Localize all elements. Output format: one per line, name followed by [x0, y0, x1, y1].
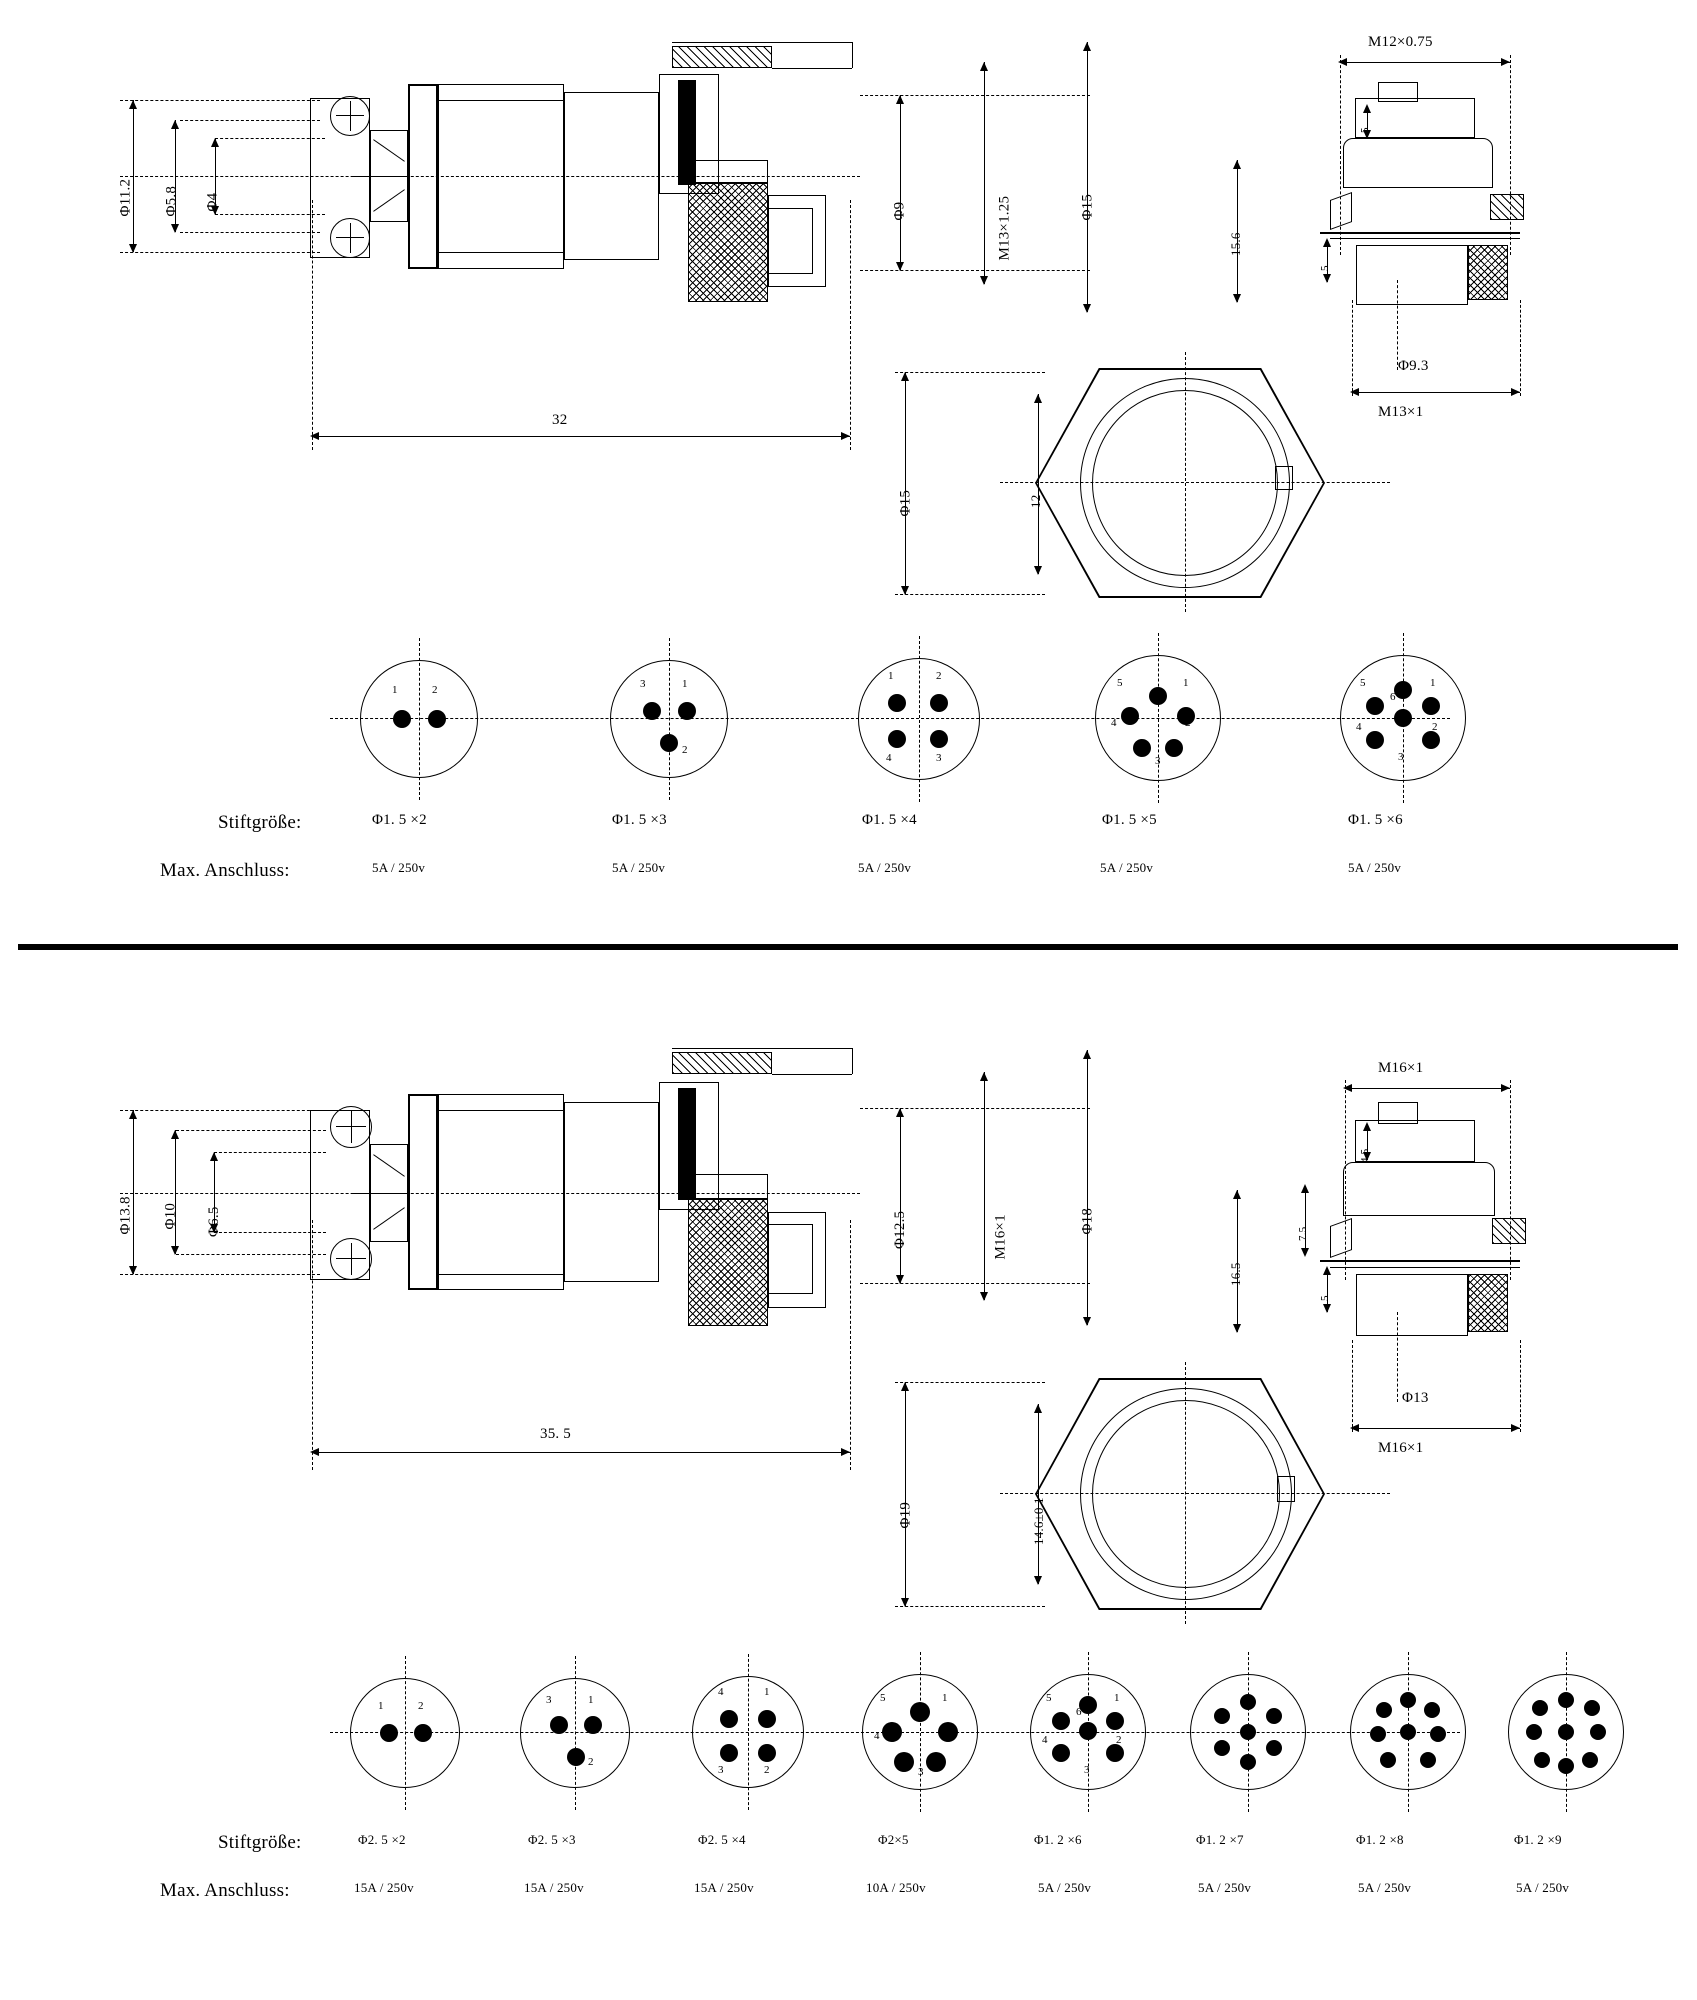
pin-number: 2	[682, 744, 688, 756]
label-max-anschluss: Max. Anschluss:	[160, 860, 290, 881]
pin-number: 2	[1185, 717, 1191, 729]
dim-5-top: 5	[1359, 127, 1371, 133]
dim-7-5: 7.5	[1297, 1226, 1309, 1241]
dim-16-5: 16.5	[1228, 1262, 1243, 1286]
pin-number: 1	[1114, 1692, 1120, 1704]
pin-size-6: Φ1. 5 ×6	[1348, 812, 1403, 828]
pin-number: 2	[418, 1700, 424, 1712]
pin-number: 2	[588, 1756, 594, 1768]
dim-m16x1-bottom: M16×1	[1378, 1440, 1424, 1456]
rating-7: 5A / 250v	[1198, 1880, 1252, 1895]
dim-5-bottom: 5	[1319, 265, 1331, 271]
pin-number: 4	[886, 752, 892, 764]
pin-size-7: Φ1. 2 ×7	[1196, 1832, 1244, 1847]
pin-number: 1	[682, 678, 688, 690]
dim-phi-9-3: Φ9.3	[1398, 358, 1429, 374]
pin-number: 1	[378, 1700, 384, 1712]
pin-number: 2	[936, 670, 942, 682]
dim-m13x1: M13×1	[1378, 404, 1424, 420]
pin-number: 3	[640, 678, 646, 690]
pin-number: 3	[1155, 755, 1161, 767]
pin-number: 3	[918, 1766, 924, 1778]
pin-number: 5	[1360, 677, 1366, 689]
dim-phi-4: Φ4	[204, 192, 221, 212]
pin-number: 2	[432, 684, 438, 696]
section-m16-drawing	[0, 960, 1697, 2000]
pin-number: 1	[764, 1686, 770, 1698]
pin-size-5b: Φ2×5	[878, 1832, 909, 1847]
dim-phi-15-front: Φ15	[897, 489, 914, 517]
rating-5: 5A / 250v	[1100, 860, 1154, 875]
dim-35-5: 35. 5	[540, 1426, 571, 1442]
dim-15-6: 15.6	[1228, 232, 1243, 256]
rating-3: 5A / 250v	[612, 860, 666, 875]
rating-6b: 5A / 250v	[1038, 1880, 1092, 1895]
pin-number: 1	[888, 670, 894, 682]
pin-number: 1	[588, 1694, 594, 1706]
pin-number: 2	[1432, 721, 1438, 733]
rating-9: 5A / 250v	[1516, 1880, 1570, 1895]
dim-phi-13: Φ13	[1402, 1390, 1429, 1406]
pin-size-3b: Φ2. 5 ×3	[528, 1832, 576, 1847]
pin-number: 1	[392, 684, 398, 696]
dim-phi-9: Φ9	[891, 201, 908, 221]
pin-size-8: Φ1. 2 ×8	[1356, 1832, 1404, 1847]
dim-m12x075: M12×0.75	[1368, 34, 1433, 50]
pin-number: 4	[1356, 721, 1362, 733]
rating-4: 5A / 250v	[858, 860, 912, 875]
pin-size-6b: Φ1. 2 ×6	[1034, 1832, 1082, 1847]
pin-number: 1	[1430, 677, 1436, 689]
pin-number: 4	[1042, 1734, 1048, 1746]
label-stiftgroesse-2: Stiftgröße:	[218, 1832, 302, 1853]
dim-phi-5-8: Φ5.8	[163, 185, 180, 217]
label-max-anschluss-2: Max. Anschluss:	[160, 1880, 290, 1901]
rating-8: 5A / 250v	[1358, 1880, 1412, 1895]
pin-size-2: Φ1. 5 ×2	[372, 812, 427, 828]
pin-number: 3	[546, 1694, 552, 1706]
dim-phi-12-5: Φ12.5	[892, 1210, 908, 1249]
rating-4b: 15A / 250v	[694, 1880, 754, 1895]
pin-size-4b: Φ2. 5 ×4	[698, 1832, 746, 1847]
section-divider	[18, 944, 1678, 950]
pin-number: 3	[718, 1764, 724, 1776]
dim-32: 32	[552, 412, 568, 428]
dim-4-5: 4.5	[1359, 1148, 1371, 1163]
dim-m13x125: M13×1.25	[996, 195, 1013, 261]
pin-number: 1	[1183, 677, 1189, 689]
pin-number: 3	[936, 752, 942, 764]
pin-number: 2	[946, 1730, 952, 1742]
pin-number: 6	[1390, 691, 1396, 703]
pin-number: 1	[942, 1692, 948, 1704]
pin-size-4: Φ1. 5 ×4	[862, 812, 917, 828]
pin-number: 2	[1116, 1734, 1122, 1746]
dim-12: 12	[1028, 494, 1043, 508]
dim-5-socket: 5	[1319, 1295, 1331, 1301]
rating-2: 5A / 250v	[372, 860, 426, 875]
pin-number: 3	[1398, 751, 1404, 763]
pin-number: 2	[764, 1764, 770, 1776]
dim-phi-11-2: Φ11.2	[117, 178, 134, 217]
dim-phi-10: Φ10	[162, 1202, 179, 1230]
pin-size-5: Φ1. 5 ×5	[1102, 812, 1157, 828]
rating-5b: 10A / 250v	[866, 1880, 926, 1895]
rating-2b: 15A / 250v	[354, 1880, 414, 1895]
pin-number: 5	[880, 1692, 886, 1704]
dim-14-6: 14.6±0.1	[1031, 1497, 1046, 1545]
label-stiftgroesse: Stiftgröße:	[218, 812, 302, 833]
dim-phi-19: Φ19	[897, 1501, 914, 1529]
pin-number: 4	[718, 1686, 724, 1698]
dim-phi-15-side: Φ15	[1079, 193, 1096, 221]
rating-6: 5A / 250v	[1348, 860, 1402, 875]
section-m12-drawing	[0, 0, 1697, 940]
pin-number: 6	[1076, 1706, 1082, 1718]
pin-size-3: Φ1. 5 ×3	[612, 812, 667, 828]
pin-size-2b: Φ2. 5 ×2	[358, 1832, 406, 1847]
pin-number: 4	[874, 1730, 880, 1742]
pin-number: 5	[1117, 677, 1123, 689]
dim-m16x1-plug: M16×1	[992, 1214, 1009, 1260]
dim-phi-6-5: Φ6.5	[206, 1206, 222, 1237]
pin-size-9: Φ1. 2 ×9	[1514, 1832, 1562, 1847]
pin-number: 4	[1111, 717, 1117, 729]
pin-number: 3	[1084, 1764, 1090, 1776]
dim-m16x1-top: M16×1	[1378, 1060, 1424, 1076]
rating-3b: 15A / 250v	[524, 1880, 584, 1895]
pin-number: 5	[1046, 1692, 1052, 1704]
dim-phi-18: Φ18	[1079, 1207, 1096, 1235]
dim-phi-13-8: Φ13.8	[117, 1196, 134, 1235]
